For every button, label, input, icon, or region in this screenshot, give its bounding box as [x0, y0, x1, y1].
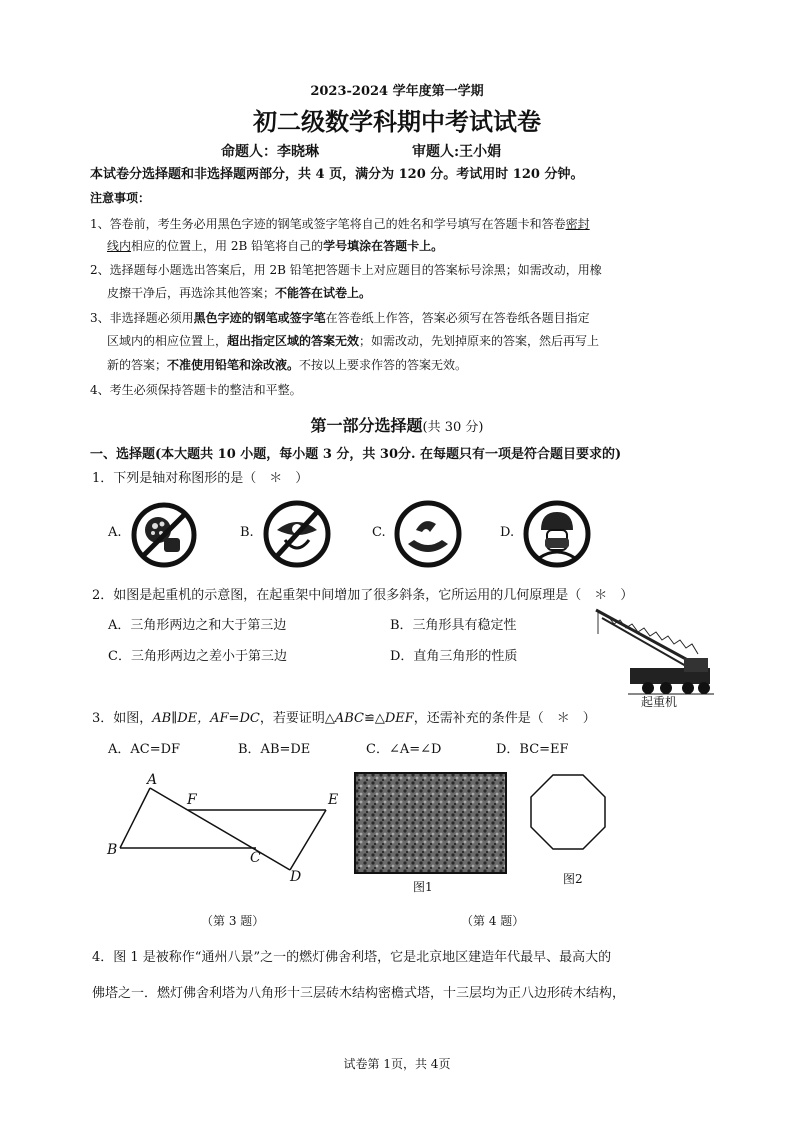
q1-option-a-label: A.	[108, 525, 122, 540]
notice-item-1: 1、答卷前，考生务必用黑色字迹的钢笔或签字笔将自己的姓名和学号填写在答题卡和答卷密封	[90, 217, 590, 231]
question-4-line-1: 4．图 1 是被称作“通州八景”之一的燃灯佛舍利塔，它是北京地区建造年代最早、最高大的	[92, 950, 612, 965]
q2-option-a: A．三角形两边之和大于第三边	[108, 618, 287, 633]
question-4-line-2: 佛塔之一．燃灯佛舍利塔为八角形十三层砖木结构密檐式塔，十三层均为正八边形砖木结构，	[92, 986, 626, 1001]
q3-option-a: A．AC=DF	[108, 742, 181, 757]
section-one-heading: 一、选择题(本大题共 10 小题，每小题 3 分，共 30分. 在每题只有一项是符合题目要求的)	[90, 447, 622, 462]
q2-option-b: B．三角形具有稳定性	[390, 618, 517, 633]
part-one-heading: 第一部分选择题(共 30 分)	[310, 416, 484, 435]
point-c: C	[250, 850, 261, 866]
q3-option-c: C．∠A=∠D	[366, 742, 442, 757]
notice-item-2-cont: 皮擦干净后，再选涂其他答案；不能答在试卷上。	[107, 286, 372, 300]
school-year: 2023-2024 学年度第一学期	[310, 84, 484, 99]
notice-item-4: 4、考生必须保持答题卡的整洁和平整。	[90, 383, 302, 397]
notice-item-1-cont: 线内相应的位置上，用 2B 铅笔将自己的学号填涂在答题卡上。	[107, 239, 444, 253]
q4-caption: （第 4 题）	[461, 914, 525, 928]
notice-item-3: 3、非选择题必须用黑色字迹的钢笔或签字笔在答卷纸上作答，答案必须写在答卷纸各题目指定	[90, 311, 590, 325]
crane-illustration	[588, 608, 716, 700]
q1-option-c-icon	[394, 500, 462, 568]
notice-item-3-cont2: 新的答案；不准使用铅笔和涂改液。不按以上要求作答的答案无效。	[107, 358, 468, 372]
exam-title: 初二级数学科期中考试试卷	[253, 107, 541, 136]
q1-option-d-label: D.	[500, 525, 515, 540]
crane-caption: 起重机	[641, 695, 678, 709]
notice-heading: 注意事项：	[90, 191, 151, 205]
q1-option-d-icon	[523, 500, 591, 568]
figure-2-label: 图2	[563, 872, 583, 886]
q1-option-c-label: C.	[372, 525, 386, 540]
q2-option-d: D．直角三角形的性质	[390, 649, 518, 664]
question-3-stem: 3．如图，AB∥DE，AF=DC，若要证明△ABC≌△DEF，还需补充的条件是（ ＊ ）	[92, 711, 596, 726]
figure-1-label: 图1	[413, 880, 433, 894]
notice-item-2: 2、选择题每小题选出答案后，用 2B 铅笔把答题卡上对应题目的答案标号涂黑；如需改动，用橡	[90, 263, 602, 277]
setter: 命题人：李晓琳	[221, 144, 319, 160]
question-2-stem: 2．如图是起重机的示意图，在起重架中间增加了很多斜条，它所运用的几何原理是（ ＊ ）	[92, 588, 634, 603]
point-f: F	[187, 792, 197, 808]
point-b: B	[107, 842, 118, 858]
notice-item-3-cont1: 区域内的相应位置上，超出指定区域的答案无效；如需改动，先划掉原来的答案，然后再写上	[107, 334, 600, 348]
q3-geometry-figure	[104, 770, 344, 890]
q3-option-b: B．AB=DE	[238, 742, 311, 757]
page-footer: 试卷第 1页，共 4页	[343, 1057, 451, 1071]
q1-option-a-icon	[131, 502, 197, 568]
octagon-figure	[528, 773, 608, 853]
point-e: E	[328, 792, 339, 808]
q1-option-b-label: B.	[240, 525, 254, 540]
q1-option-b-icon	[263, 500, 331, 568]
point-a: A	[147, 772, 158, 788]
reviewer: 审题人:王小娟	[412, 144, 502, 160]
exam-intro: 本试卷分选择题和非选择题两部分，共 4 页，满分为 120 分。考试用时 120 分钟。	[90, 167, 584, 182]
point-d: D	[290, 869, 302, 885]
question-1-stem: 1．下列是轴对称图形的是（ ＊ ）	[92, 471, 309, 486]
q2-option-c: C．三角形两边之差小于第三边	[108, 649, 287, 664]
pagoda-photo-figure	[355, 773, 506, 873]
q3-option-d: D．BC=EF	[496, 742, 569, 757]
q3-caption: （第 3 题）	[201, 914, 265, 928]
